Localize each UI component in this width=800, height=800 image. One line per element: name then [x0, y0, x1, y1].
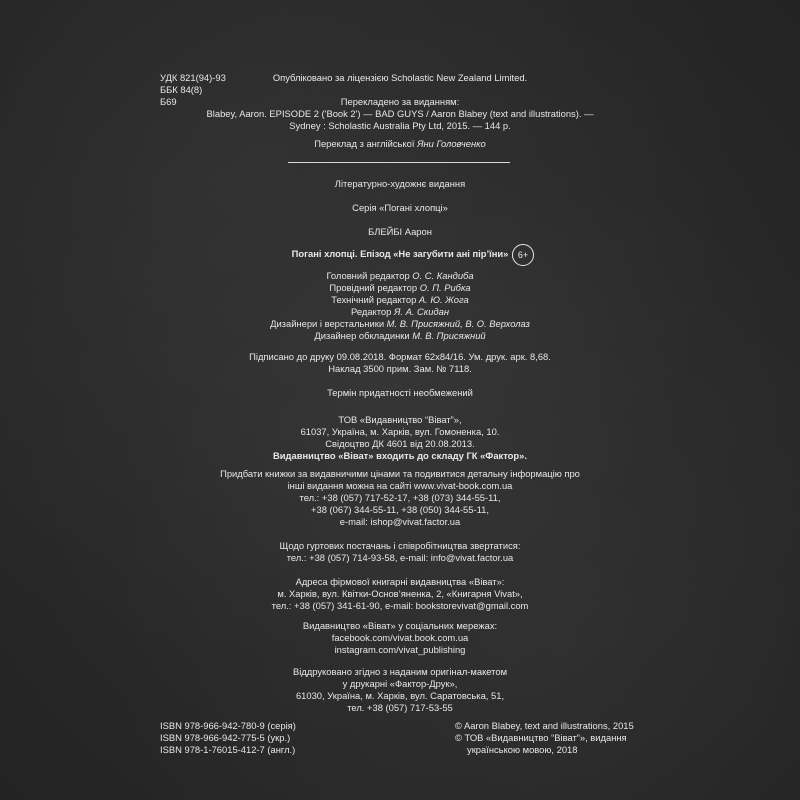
editor-line: Провідний редактор О. П. Рибка: [329, 282, 471, 293]
translator-line: Переклад з англійської Яни Головченко: [314, 138, 486, 149]
original-edition-line: Sydney : Scholastic Australia Pty Ltd, 2015. — 144 p.: [289, 120, 511, 131]
editor-line: Редактор Я. А. Скидан: [351, 306, 449, 317]
print-info: Підписано до друку 09.08.2018. Формат 62x84/16. Ум. друк. арк. 8,68. Наклад 3500 прим. Зам. № 7118.: [249, 351, 551, 374]
buy-info-block: Придбати книжки за видавничими цінами та подивитися детальну інформацію про інші видання можна на сайті www.vivat-book.com.ua тел.: +38 (057) 717-52-17, +38 (073) 344-55-11, +38 (067) 344-55-11, +38 (050) 344-55-11, e-mail: ishop@vivat.factor.ua: [220, 468, 580, 527]
instagram-link: instagram.com/vivat_publishing: [334, 644, 466, 655]
social-block: Видавництво «Віват» у соціальних мережах: facebook.com/vivat.book.com.ua instagram.com/vivat_publishing: [160, 620, 640, 656]
editor-line: Дизайнери і верстальники М. В. Присяжний, В. О. Верхолаз: [270, 318, 530, 329]
editor-line: Головний редактор О. С. Кандиба: [326, 270, 474, 281]
shelf-life: Термін придатності необмежений: [327, 387, 473, 398]
udc-code: УДК 821(94)-93: [160, 72, 226, 83]
publisher-group-line: Видавництво «Віват» входить до складу ГК «Фактор».: [273, 450, 527, 461]
copyright-line: © Aaron Blabey, text and illustrations, 2015: [455, 720, 634, 731]
translated-from-block: [160, 96, 640, 132]
series: Серія «Погані хлопці»: [352, 202, 448, 213]
printer-block: Віддруковано згідно з наданим оригінал-макетом у друкарні «Фактор-Друк», 61030, Україна, м. Харків, вул. Саратовська, 51, тел. +38 (057) 717-53-55: [292, 666, 508, 713]
copyright-line: © ТОВ «Видавництво “Віват”», видання: [455, 732, 627, 743]
translated-from-heading: Перекладено за виданням:: [340, 96, 460, 107]
isbn-block: [160, 720, 296, 756]
author-mark: Б69: [160, 96, 177, 107]
divider: [288, 162, 510, 163]
license-notice: Опубліковано за ліцензією Scholastic New Zealand Limited.: [272, 72, 528, 83]
isbn-line: ISBN 978-966-942-775-5 (укр.): [160, 732, 291, 743]
editor-line: Технічний редактор А. Ю. Жога: [331, 294, 469, 305]
author: БЛЕЙБІ Аарон: [368, 226, 432, 237]
age-rating-badge: 6+: [512, 244, 534, 266]
genre: Літературно-художнє видання: [334, 178, 466, 189]
copyright-line: українською мовою, 2018: [467, 744, 578, 755]
isbn-line: ISBN 978-966-942-780-9 (серія): [160, 720, 296, 731]
translator-name: Яни Головченко: [417, 138, 486, 149]
isbn-line: ISBN 978-1-76015-412-7 (англ.): [160, 744, 296, 755]
facebook-link: facebook.com/vivat.book.com.ua: [331, 632, 469, 643]
editors-block: [160, 270, 640, 342]
book-title: Погані хлопці. Епізод «Не загубити ані пір’їни»: [291, 248, 509, 259]
publisher-block: ТОВ «Видавництво “Віват”», 61037, Україна, м. Харків, вул. Гомоненка, 10. Свідоцтво ДК 4601 від 20.08.2013. Видавництво «Віват» входить до складу ГК «Фактор».: [160, 414, 640, 462]
original-edition-line: Blabey, Aaron. EPISODE 2 ('Book 2') — BAD GUYS / Aaron Blabey (text and illustrations). —: [206, 108, 594, 119]
editor-line: Дизайнер обкладинки М. В. Присяжний: [314, 330, 486, 341]
store-block: Адреса фірмової книгарні видавництва «Віват»: м. Харків, вул. Квітки-Основ’яненка, 2, «Книгарня Vivat», тел.: +38 (057) 341-61-90, e-mail: bookstorevivat@gmail.com: [271, 576, 529, 611]
copyright-block: [455, 720, 634, 756]
wholesale-block: Щодо гуртових постачань і співробітництва звертатися: тел.: +38 (057) 714-93-58, e-mail: info@vivat.factor.ua: [279, 540, 521, 563]
bbk-code: ББК 84(8): [160, 84, 203, 95]
